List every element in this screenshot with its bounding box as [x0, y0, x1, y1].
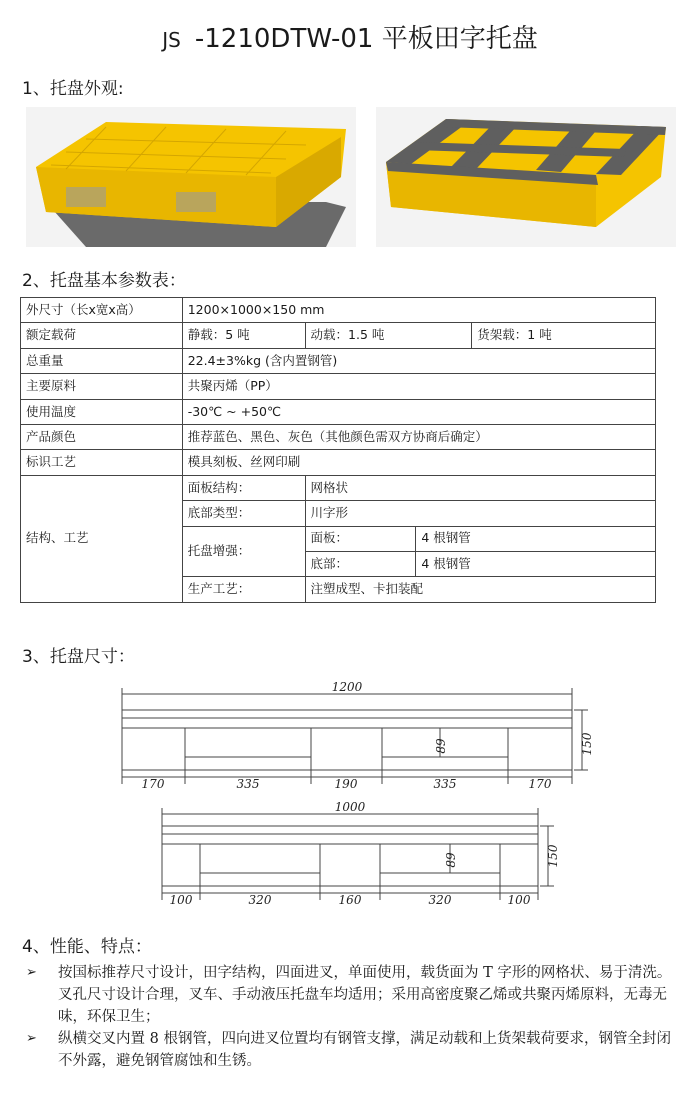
bottom-seg-4: 320 [428, 893, 452, 907]
bullet-arrow-icon: ➢ [26, 1031, 37, 1046]
feature-text: 按国标推荐尺寸设计，田字结构，四面进叉，单面使用，载货面为 T 字形的网格状、易于清洗。叉孔尺寸设计合理，叉车、手动液压托盘车均适用；采用高密度聚乙烯或共聚丙烯原料，无毒无味，环保卫生； [58, 965, 672, 1025]
cell-marking-label: 标识工艺 [21, 450, 183, 475]
title-prefix: JS [162, 28, 181, 52]
table-row [21, 450, 656, 475]
cell-weight-label: 总重量 [21, 348, 183, 373]
cell-marking-value: 模具刻板、丝网印刷 [182, 450, 655, 475]
feature-list [22, 962, 682, 1072]
cell-static-load: 静载：5 吨 [182, 323, 305, 348]
table-row [21, 323, 656, 348]
cell-color-value: 推荐蓝色、黑色、灰色（其他颜色需双方协商后确定） [182, 424, 655, 449]
cell-reinforce-bottom-label: 底部： [305, 551, 416, 576]
cell-rack-load: 货架载：1 吨 [472, 323, 656, 348]
bottom-total-label: 1000 [334, 800, 366, 814]
top-seg-2: 335 [236, 777, 260, 791]
cell-material-label: 主要原料 [21, 374, 183, 399]
cell-outer-size-label: 外尺寸（长x宽x高） [21, 298, 183, 323]
bottom-notch-label: 89 [444, 852, 458, 868]
bottom-height-label: 150 [546, 844, 560, 868]
pallet-photo-gray-top [376, 107, 676, 247]
pallet-photos [26, 107, 676, 247]
title-main: -1210DTW-01 平板田字托盘 [194, 24, 538, 54]
dimension-drawings [60, 680, 620, 910]
list-item [22, 1028, 682, 1072]
cell-dynamic-load: 动载：1.5 吨 [305, 323, 472, 348]
cell-reinforce-label: 托盘增强： [182, 526, 305, 577]
bottom-seg-1: 100 [169, 893, 193, 907]
section-params: 2、托盘基本参数表： [22, 271, 186, 291]
table-row [21, 348, 656, 373]
section-features: 4、性能、特点： [22, 937, 152, 957]
section-appearance: 1、托盘外观: [22, 79, 124, 99]
spec-table [20, 297, 656, 603]
pallet-photo-yellow-top [26, 107, 356, 247]
cell-panel-structure-label: 面板结构： [182, 475, 305, 500]
top-seg-3: 190 [334, 777, 358, 791]
table-row [21, 298, 656, 323]
top-seg-4: 335 [433, 777, 457, 791]
cell-weight-value: 22.4±3%kg (含内置钢管) [182, 348, 655, 373]
cell-color-label: 产品颜色 [21, 424, 183, 449]
top-seg-1: 170 [141, 777, 165, 791]
bottom-seg-2: 320 [248, 893, 272, 907]
cell-temp-value: -30℃ ~ +50℃ [182, 399, 655, 424]
cell-material-value: 共聚丙烯（PP） [182, 374, 655, 399]
bottom-seg-3: 160 [338, 893, 362, 907]
cell-outer-size-value: 1200×1000×150 mm [182, 298, 655, 323]
top-height-label: 150 [580, 732, 594, 756]
table-row [21, 374, 656, 399]
section-dimensions: 3、托盘尺寸： [22, 647, 135, 667]
cell-temp-label: 使用温度 [21, 399, 183, 424]
top-notch-label: 89 [434, 738, 448, 754]
table-row [21, 424, 656, 449]
cell-process-value: 注塑成型、卡扣装配 [305, 577, 655, 602]
bullet-arrow-icon: ➢ [26, 965, 37, 980]
cell-bottom-type-label: 底部类型： [182, 501, 305, 526]
page-title [0, 18, 700, 55]
cell-structure-label: 结构、工艺 [21, 475, 183, 602]
table-row [21, 475, 656, 500]
cell-reinforce-top-value: 4 根钢管 [416, 526, 656, 551]
dimension-svg [60, 680, 620, 910]
bottom-seg-5: 100 [507, 893, 531, 907]
list-item [22, 962, 682, 1028]
cell-reinforce-bottom-value: 4 根钢管 [416, 551, 656, 576]
cell-reinforce-top-label: 面板： [305, 526, 416, 551]
feature-text: 纵横交叉内置 8 根钢管，四向进叉位置均有钢管支撑，满足动载和上货架载荷要求，钢管全封闭不外露，避免钢管腐蚀和生锈。 [58, 1031, 671, 1069]
table-row [21, 399, 656, 424]
cell-bottom-type-value: 川字形 [305, 501, 655, 526]
cell-process-label: 生产工艺： [182, 577, 305, 602]
top-total-label: 1200 [331, 680, 363, 694]
top-seg-5: 170 [528, 777, 552, 791]
cell-panel-structure-value: 网格状 [305, 475, 655, 500]
cell-load-label: 额定载荷 [21, 323, 183, 348]
